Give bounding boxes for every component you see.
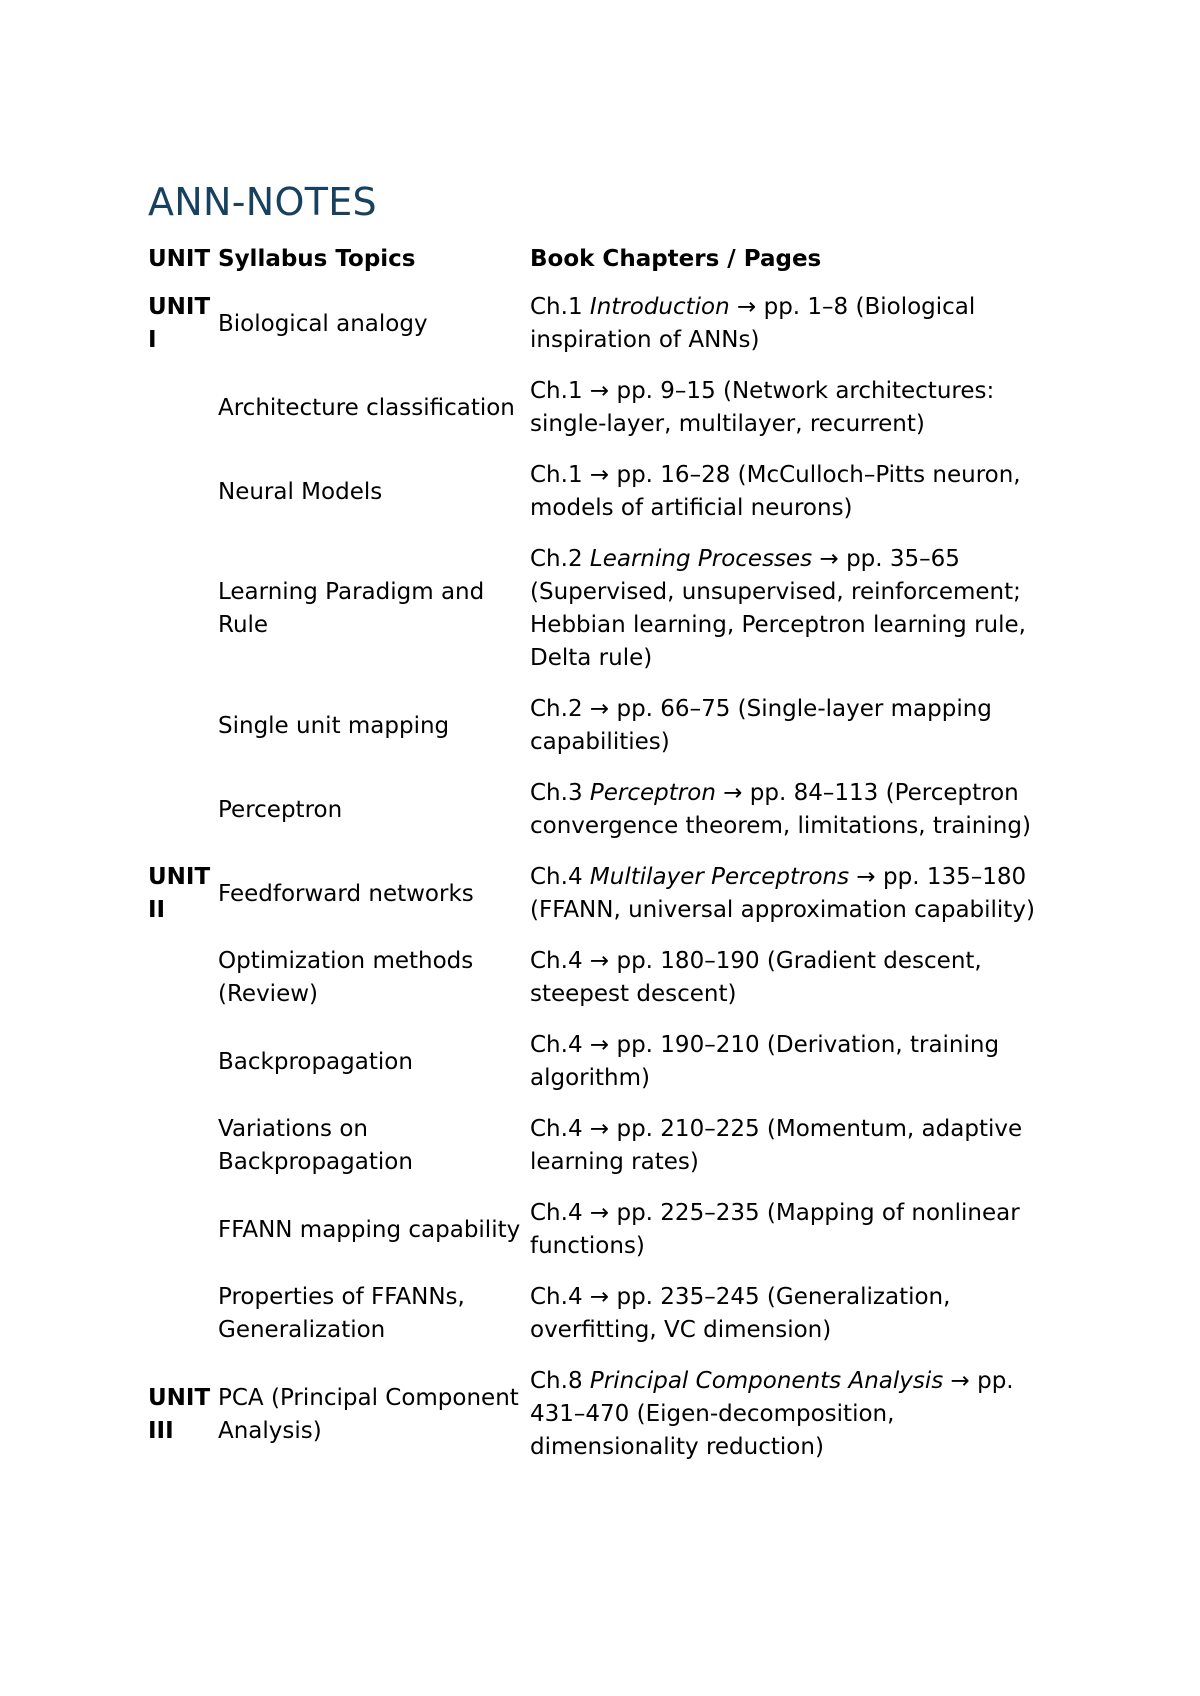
reference-prefix: Ch.4 → pp. 210–225 (Momentum, adaptive learning rates) bbox=[530, 1116, 1023, 1175]
syllabus-topic: Perceptron bbox=[218, 796, 343, 823]
syllabus-topic: Neural Models bbox=[218, 478, 383, 505]
header-syllabus-topics: Syllabus Topics bbox=[218, 246, 416, 272]
book-reference bbox=[528, 768, 1066, 852]
unit-label bbox=[146, 1020, 216, 1104]
table-row bbox=[146, 534, 1066, 684]
unit-label: UNIT II bbox=[148, 864, 211, 923]
syllabus-topic: PCA (Principal Component Analysis) bbox=[218, 1384, 519, 1444]
table-header-row bbox=[146, 240, 1066, 282]
unit-label bbox=[146, 1104, 216, 1188]
table-row bbox=[146, 282, 1066, 366]
unit-label bbox=[146, 768, 216, 852]
table-row bbox=[146, 936, 1066, 1020]
book-reference bbox=[528, 450, 1066, 534]
reference-pages: → pp. 1–8 (Biological inspiration of ANNs) bbox=[530, 294, 976, 353]
unit-label: UNIT I bbox=[148, 294, 211, 353]
syllabus-topic: Optimization methods (Review) bbox=[218, 948, 474, 1007]
reference-prefix: Ch.8 bbox=[530, 1368, 590, 1394]
book-reference bbox=[528, 684, 1066, 768]
chapter-title: Learning Processes bbox=[589, 546, 813, 572]
header-book-chapters: Book Chapters / Pages bbox=[530, 246, 822, 272]
header-unit: UNIT bbox=[148, 246, 211, 272]
book-reference bbox=[528, 1188, 1066, 1272]
unit-label bbox=[146, 1272, 216, 1356]
unit-label: UNIT III bbox=[148, 1384, 211, 1444]
table-row bbox=[146, 1272, 1066, 1356]
reference-pages: → pp. 135–180 (FFANN, universal approximation capability) bbox=[530, 864, 1035, 923]
chapter-title: Perceptron bbox=[589, 780, 716, 806]
reference-prefix: Ch.4 bbox=[530, 864, 590, 890]
reference-prefix: Ch.1 → pp. 16–28 (McCulloch–Pitts neuron, models of artificial neurons) bbox=[530, 462, 1021, 521]
book-reference bbox=[528, 534, 1066, 684]
table-row bbox=[146, 450, 1066, 534]
unit-label bbox=[146, 1188, 216, 1272]
syllabus-topic: Backpropagation bbox=[218, 1048, 413, 1075]
syllabus-topic: FFANN mapping capability bbox=[218, 1216, 521, 1243]
table-row bbox=[146, 1104, 1066, 1188]
table-row bbox=[146, 1020, 1066, 1104]
book-reference bbox=[528, 282, 1066, 366]
table-row bbox=[146, 1356, 1066, 1473]
table-row bbox=[146, 852, 1066, 936]
unit-label bbox=[146, 366, 216, 450]
reference-prefix: Ch.1 bbox=[530, 294, 590, 320]
reference-prefix: Ch.3 bbox=[530, 780, 590, 806]
reference-prefix: Ch.4 → pp. 180–190 (Gradient descent, steepest descent) bbox=[530, 948, 982, 1007]
reference-prefix: Ch.2 bbox=[530, 546, 590, 572]
book-reference bbox=[528, 936, 1066, 1020]
syllabus-table-body bbox=[146, 282, 1066, 1473]
reference-prefix: Ch.2 → pp. 66–75 (Single-layer mapping capabilities) bbox=[530, 696, 992, 755]
chapter-title: Multilayer Perceptrons bbox=[589, 864, 850, 890]
unit-label bbox=[146, 534, 216, 684]
book-reference bbox=[528, 1356, 1066, 1473]
book-reference bbox=[528, 1272, 1066, 1356]
syllabus-topic: Feedforward networks bbox=[218, 880, 474, 907]
book-reference bbox=[528, 1020, 1066, 1104]
syllabus-topic: Learning Paradigm and Rule bbox=[218, 579, 485, 638]
syllabus-table bbox=[146, 240, 1066, 1473]
reference-prefix: Ch.1 → pp. 9–15 (Network architectures: single-layer, multilayer, recurrent) bbox=[530, 378, 995, 437]
syllabus-topic: Single unit mapping bbox=[218, 712, 450, 739]
chapter-title: Principal Components Analysis bbox=[589, 1368, 944, 1394]
table-row bbox=[146, 1188, 1066, 1272]
reference-pages: → pp. 84–113 (Perceptron convergence theorem, limitations, training) bbox=[530, 780, 1031, 839]
reference-prefix: Ch.4 → pp. 225–235 (Mapping of nonlinear functions) bbox=[530, 1200, 1020, 1259]
reference-prefix: Ch.4 → pp. 190–210 (Derivation, training algorithm) bbox=[530, 1032, 1000, 1091]
unit-label bbox=[146, 684, 216, 768]
syllabus-topic: Variations on Backpropagation bbox=[218, 1116, 413, 1175]
chapter-title: Introduction bbox=[589, 294, 730, 320]
table-row bbox=[146, 366, 1066, 450]
unit-label bbox=[146, 936, 216, 1020]
reference-prefix: Ch.4 → pp. 235–245 (Generalization, overfitting, VC dimension) bbox=[530, 1284, 951, 1343]
reference-pages: → pp. 431–470 (Eigen-decomposition, dimensionality reduction) bbox=[530, 1368, 1014, 1460]
book-reference bbox=[528, 1104, 1066, 1188]
book-reference bbox=[528, 852, 1066, 936]
book-reference bbox=[528, 366, 1066, 450]
document-title: ANN-NOTES bbox=[148, 180, 377, 224]
syllabus-topic: Architecture classification bbox=[218, 394, 515, 421]
reference-pages: → pp. 35–65 (Supervised, unsupervised, reinforcement; Hebbian learning, Perceptron learning rule, Delta rule) bbox=[530, 546, 1026, 671]
table-row bbox=[146, 684, 1066, 768]
syllabus-topic: Biological analogy bbox=[218, 310, 428, 337]
syllabus-topic: Properties of FFANNs, Generalization bbox=[218, 1284, 465, 1343]
table-row bbox=[146, 768, 1066, 852]
unit-label bbox=[146, 450, 216, 534]
